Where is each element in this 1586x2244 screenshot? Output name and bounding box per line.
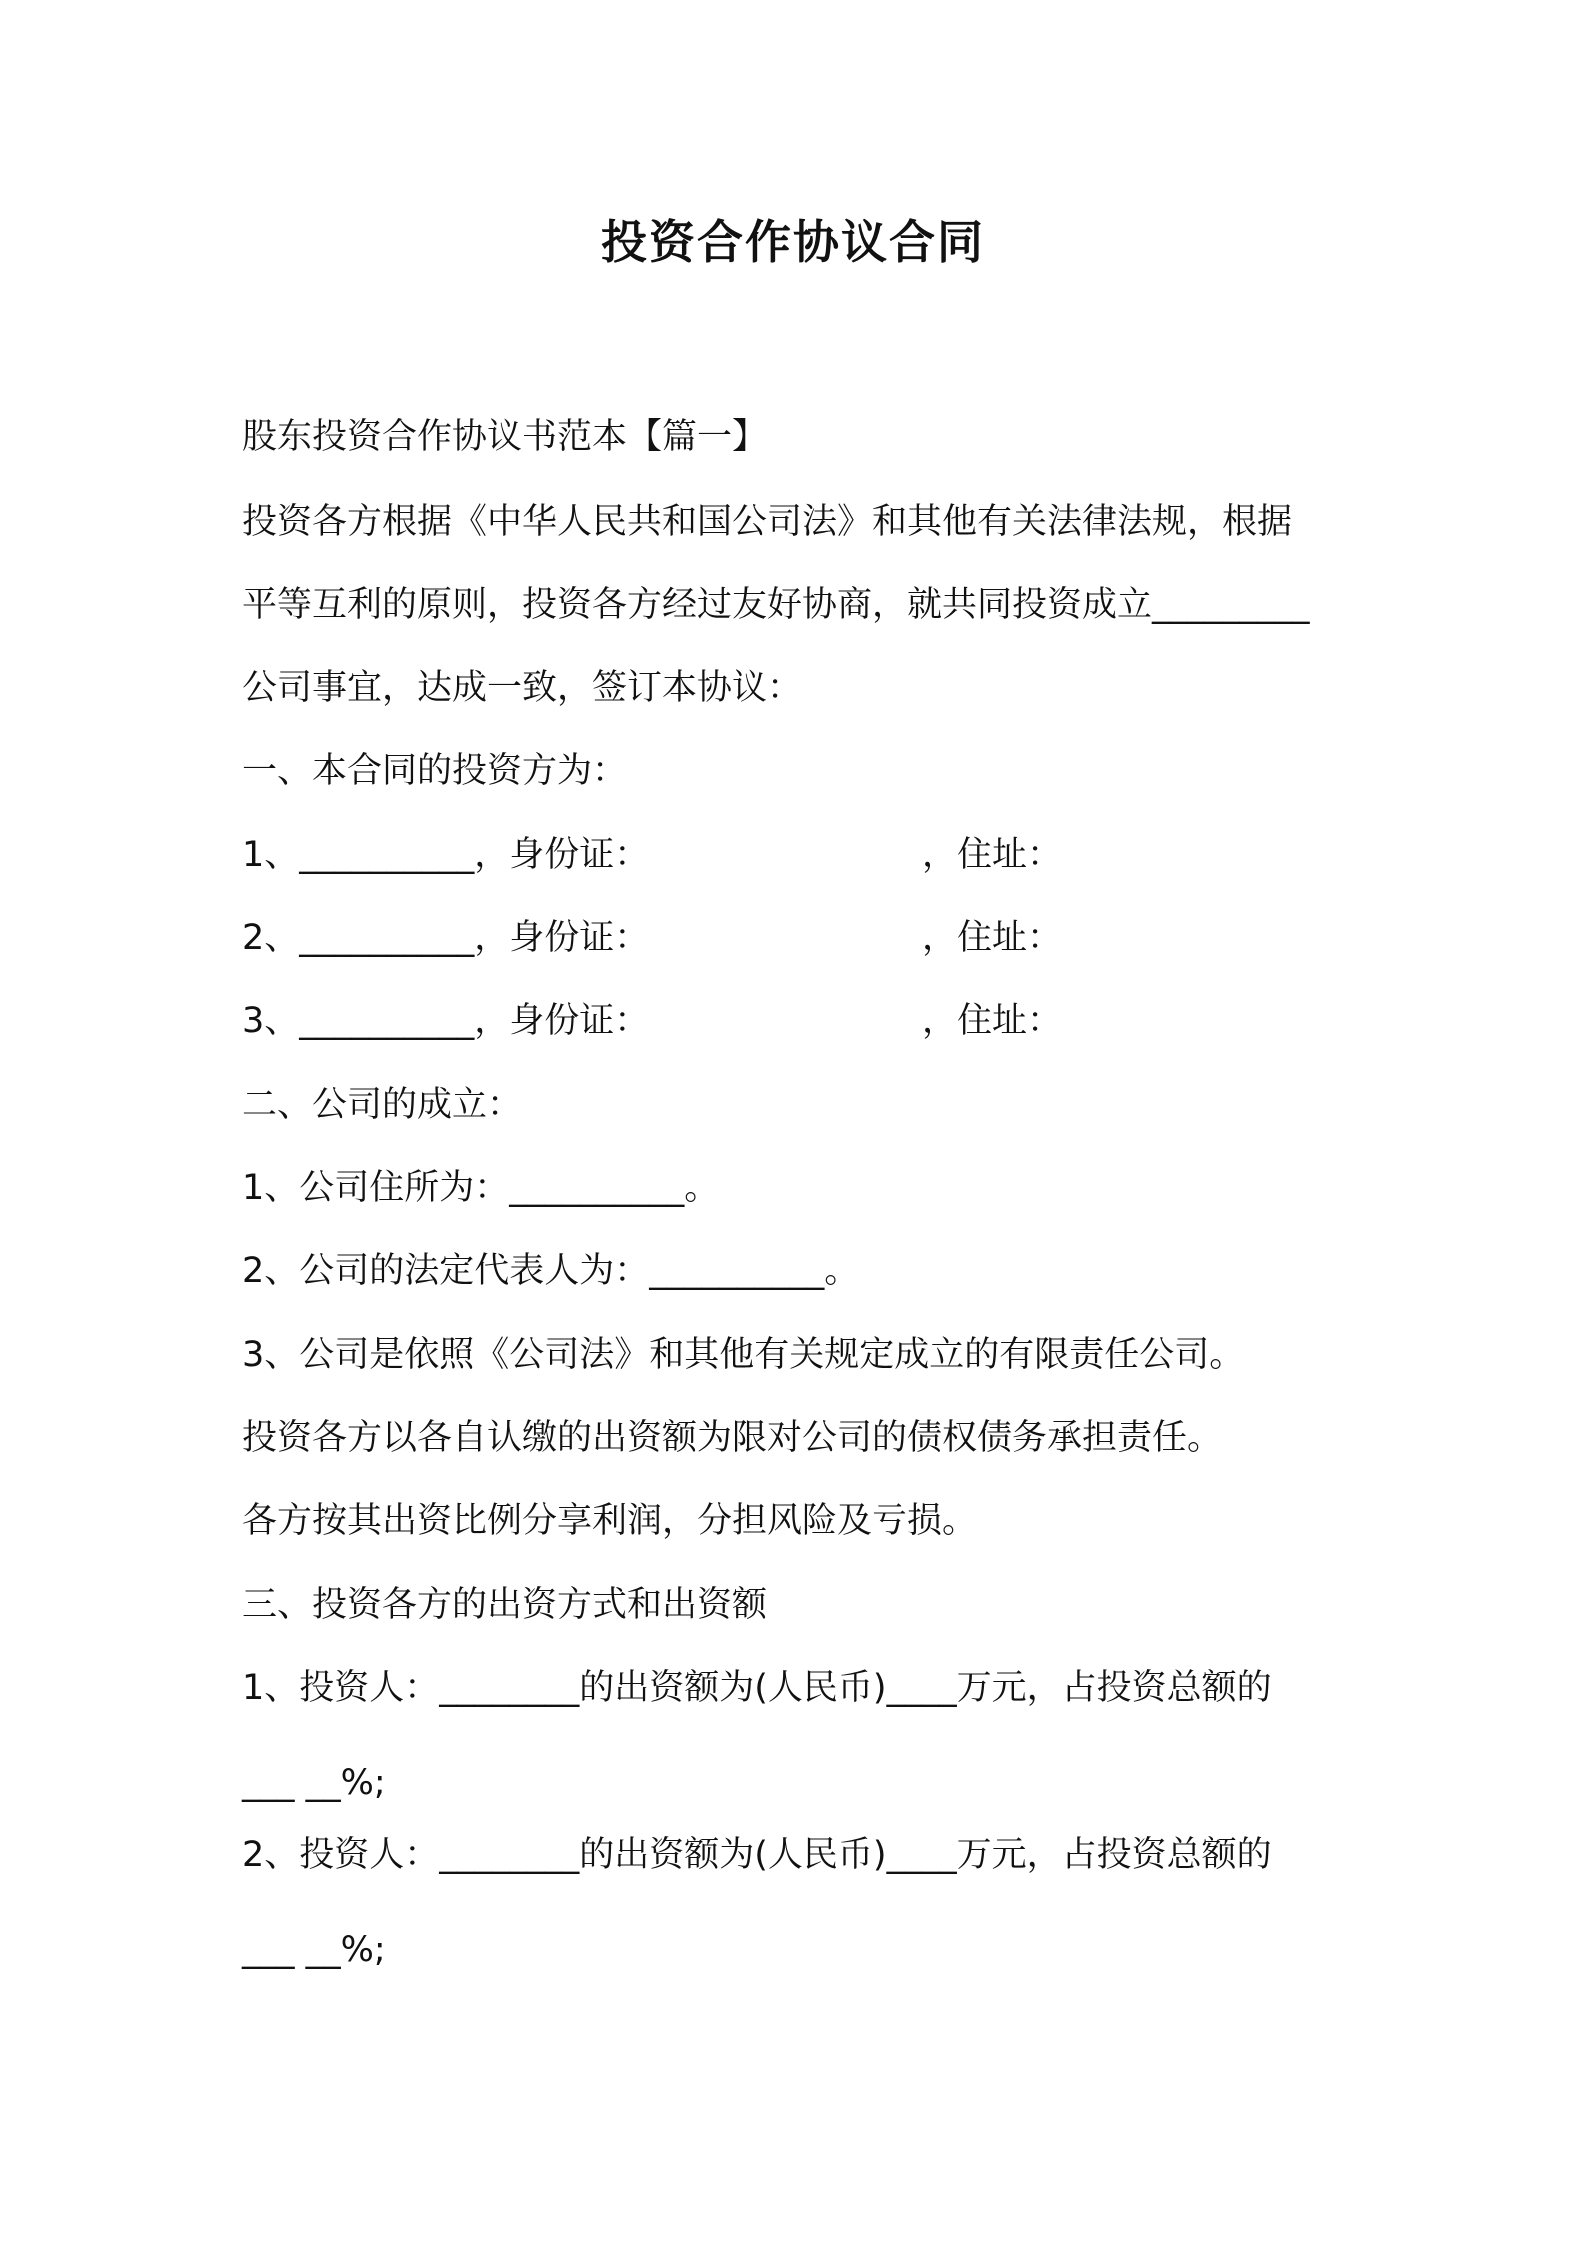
investment-item-percent: ___ __%; [242, 1930, 386, 1970]
intro-line-2: 平等互利的原则，投资各方经过友好协商，就共同投资成立_________ [242, 585, 1310, 625]
section-3-heading: 三、投资各方的出资方式和出资额 [242, 1585, 768, 1625]
section-1-heading: 一、本合同的投资方为： [242, 751, 628, 791]
document-title: 投资合作协议合同 [601, 215, 985, 269]
section-2-item: 2、公司的法定代表人为：__________。 [242, 1251, 860, 1291]
investor-label: 1、__________，身份证： [242, 835, 650, 875]
investor-address-label: ，住址： [922, 835, 1063, 875]
investment-item-line: 1、投资人：________的出资额为(人民币)____万元，占投资总额的 [242, 1668, 1272, 1708]
section-2-item: 投资各方以各自认缴的出资额为限对公司的债权债务承担责任。 [242, 1418, 1223, 1458]
section-2-heading: 二、公司的成立： [242, 1085, 523, 1125]
section-2-item: 3、公司是依照《公司法》和其他有关规定成立的有限责任公司。 [242, 1335, 1245, 1375]
investor-address-label: ，住址： [922, 1001, 1063, 1041]
investor-address-label: ，住址： [922, 918, 1063, 958]
investor-label: 2、__________，身份证： [242, 918, 650, 958]
intro-line-3: 公司事宜，达成一致，签订本协议： [242, 668, 803, 708]
intro-line-1: 投资各方根据《中华人民共和国公司法》和其他有关法律法规，根据 [242, 502, 1293, 542]
investor-label: 3、__________，身份证： [242, 1001, 650, 1041]
document-subtitle: 股东投资合作协议书范本【篇一】 [242, 417, 768, 457]
section-2-item: 各方按其出资比例分享利润，分担风险及亏损。 [242, 1501, 978, 1541]
investment-item-line: 2、投资人：________的出资额为(人民币)____万元，占投资总额的 [242, 1835, 1272, 1875]
investment-item-percent: ___ __%; [242, 1763, 386, 1803]
section-2-item: 1、公司住所为：__________。 [242, 1168, 720, 1208]
